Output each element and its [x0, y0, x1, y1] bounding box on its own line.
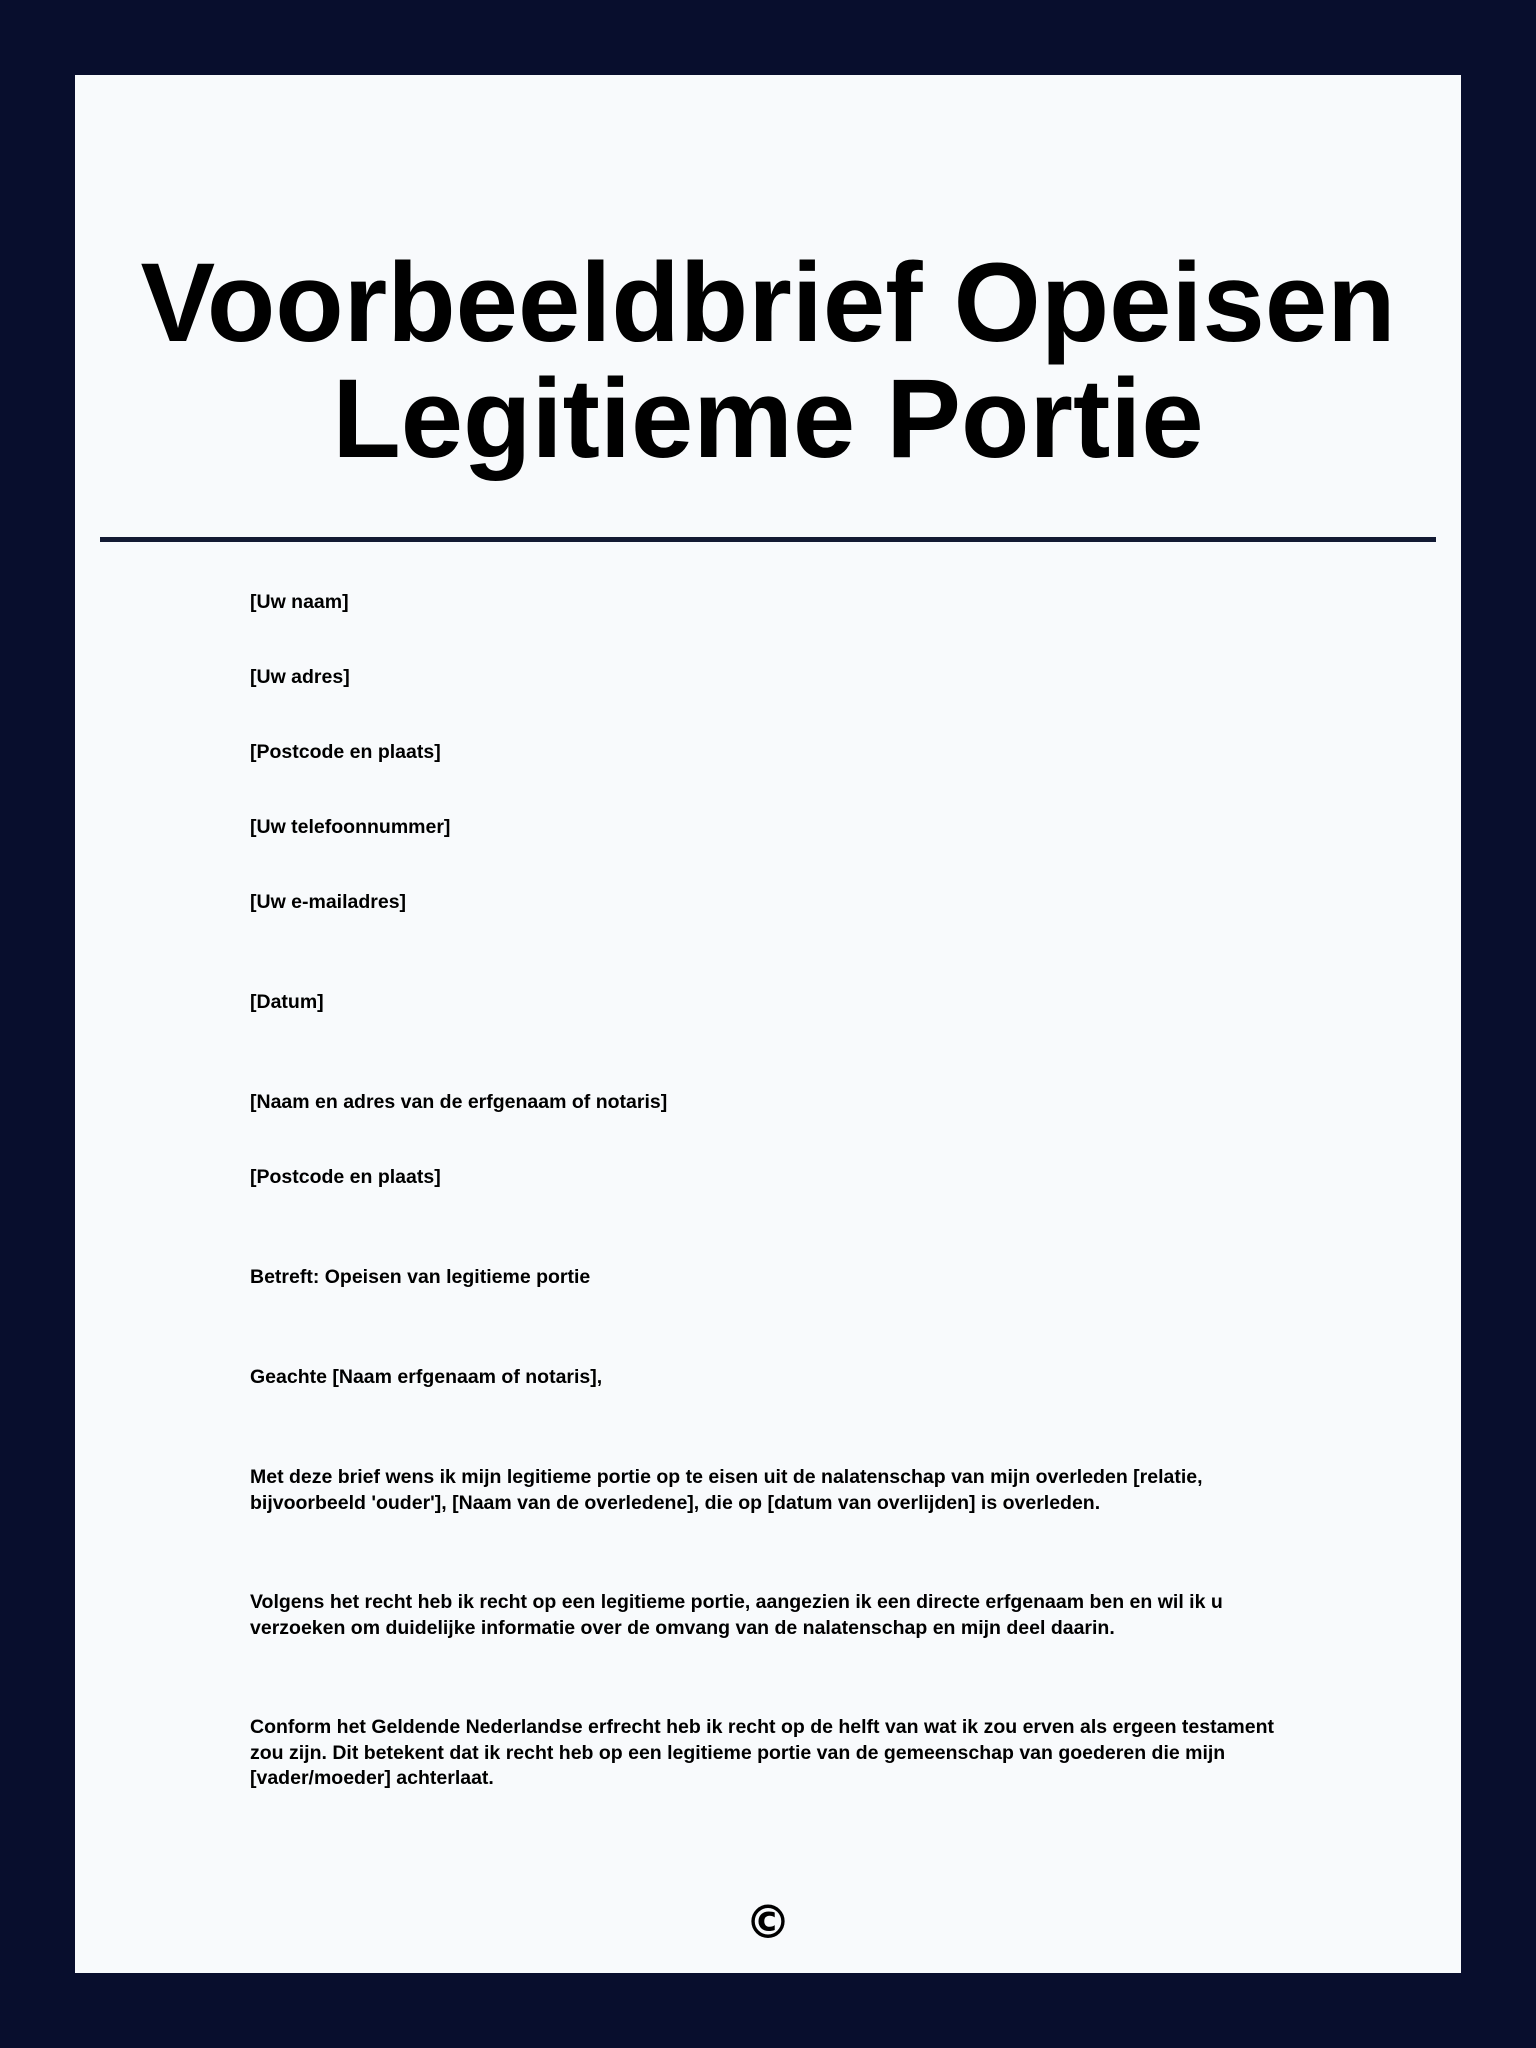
- sender-phone: [Uw telefoonnummer]: [250, 816, 451, 838]
- letter-date: [Datum]: [250, 991, 324, 1013]
- letter-salutation: Geachte [Naam erfgenaam of notaris],: [250, 1366, 603, 1388]
- sender-name: [Uw naam]: [250, 591, 349, 613]
- page-title-line-2: Legitieme Portie: [332, 356, 1204, 481]
- page-title: [75, 240, 1461, 481]
- sender-postcode: [Postcode en plaats]: [250, 741, 441, 763]
- recipient-name-address: [Naam en adres van de erfgenaam of notaris]: [250, 1091, 668, 1113]
- title-divider: [100, 537, 1436, 542]
- sender-address: [Uw adres]: [250, 666, 350, 688]
- body-paragraph: Met deze brief wens ik mijn legitieme portie op te eisen uit de nalatenschap van mijn overleden [relatie, bijvoorbeeld 'ouder'], [Naam van de overledene], die op [datum van overlijden] is overleden.: [250, 1466, 1203, 1514]
- sender-email: [Uw e-mailadres]: [250, 891, 407, 913]
- copyright-icon: ©: [745, 1895, 791, 1949]
- body-paragraph: Volgens het recht heb ik recht op een legitieme portie, aangezien ik een directe erfgenaam ben en wil ik u verzoeken om duidelijke informatie over de omvang van de nalatenschap en mijn deel daarin.: [250, 1591, 1223, 1639]
- document-page: [75, 75, 1461, 1973]
- recipient-postcode: [Postcode en plaats]: [250, 1166, 441, 1188]
- page-title-line-1: Voorbeeldbrief Opeisen: [140, 240, 1396, 365]
- letter-subject: Betreft: Opeisen van legitieme portie: [250, 1266, 591, 1288]
- body-paragraph: Conform het Geldende Nederlandse erfrecht heb ik recht op de helft van wat ik zou erven als ergeen testament zou zijn. Dit betekent dat ik recht heb op een legitieme portie van de gemeenschap van goederen die mijn [vader/moeder] achterlaat.: [250, 1716, 1275, 1789]
